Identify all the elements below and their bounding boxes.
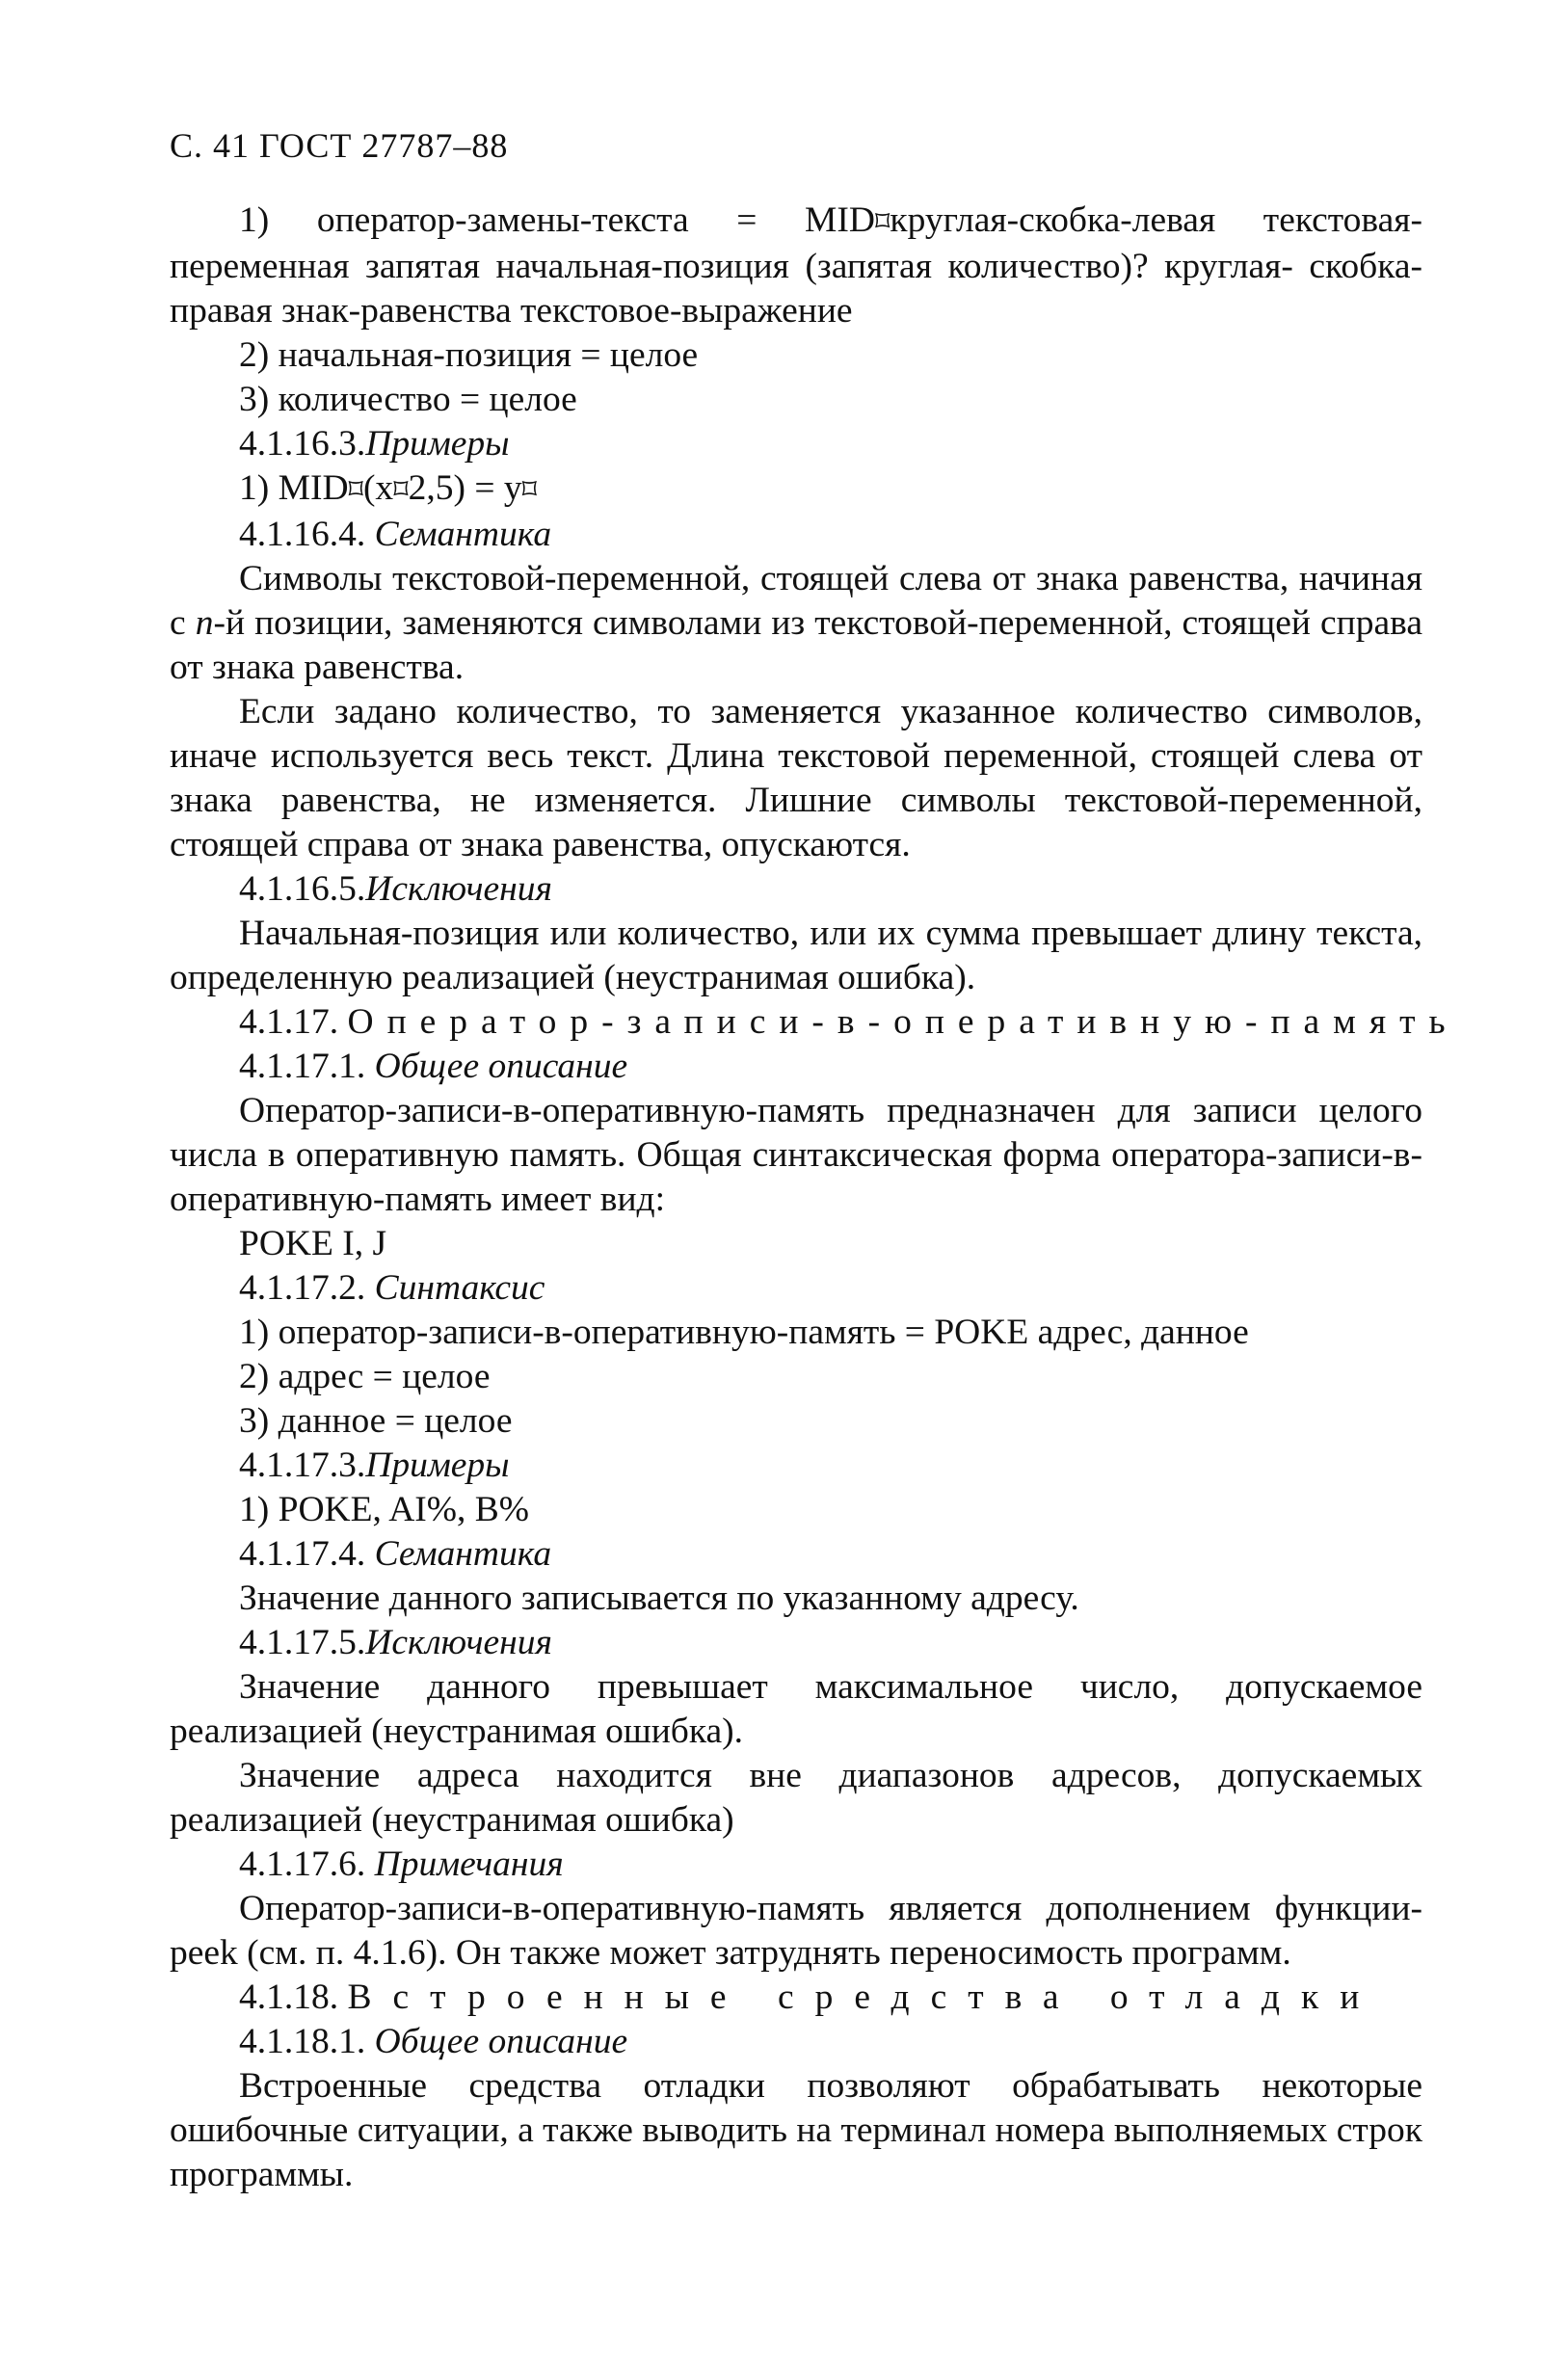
debug-general-heading	[170, 2020, 1422, 2064]
poke-semantics-title: Семантика	[374, 1534, 552, 1574]
poke-semantics-heading	[170, 1532, 1422, 1577]
mid-semantics-n: n	[195, 603, 214, 643]
poke-syntax-rule-1: 1) оператор-записи-в-оперативную-память = POKE адрес, данное	[239, 1313, 1249, 1352]
mid-examples-heading	[170, 422, 1422, 466]
mid-examples-title: Примеры	[365, 424, 510, 464]
page-header: С. 41 ГОСТ 27787–88	[170, 126, 509, 165]
poke-section-heading	[170, 1000, 1459, 1045]
mid-rule-1-part-b: круглая-скобка-левая текстовая-	[890, 200, 1422, 240]
mid-example-1-part-3: 2,5) = y	[408, 468, 522, 508]
debug-general-title: Общее описание	[374, 2022, 628, 2061]
mid-semantics-para-1	[170, 557, 1422, 690]
mid-semantics-para-2: Если задано количество, то заменяется указанное количество символов, иначе используется весь текст. Длина текстовой переменной, стоящей слева от знака равенства, не изменяется. Лишние символы текстовой-переменной, стоящей справа от знака равенства, опускаются.	[170, 692, 1422, 864]
poke-semantics-number: 4.1.17.4.	[239, 1534, 366, 1574]
poke-notes-title: Примечания	[374, 1844, 564, 1884]
debug-section-heading	[170, 1976, 1422, 2020]
poke-examples-heading	[170, 1444, 1422, 1488]
mid-rule-1-line-3: скобка-правая знак-равенства текстовое-выражение	[170, 247, 1422, 331]
debug-general-para: Встроенные средства отладки позволяют обрабатывать некоторые ошибочные ситуации, а также выводить на терминал номера выполняемых строк программы.	[170, 2066, 1422, 2194]
poke-exceptions-para-1: Значение данного превышает максимальное число, допускаемое реализацией (неустранимая ошибка).	[170, 1667, 1422, 1751]
mid-exceptions-title: Исключения	[365, 869, 552, 909]
debug-section-number: 4.1.18.	[239, 1977, 339, 2017]
debug-section-title: Встроенные средства отладки	[347, 1977, 1381, 2017]
poke-general-number: 4.1.17.1.	[239, 1047, 366, 1086]
poke-examples-number: 4.1.17.3.	[239, 1446, 366, 1485]
poke-general-title: Общее описание	[374, 1047, 628, 1086]
poke-general-heading	[170, 1045, 1422, 1089]
square-symbol-icon: ⌑	[348, 473, 363, 507]
mid-semantics-heading	[170, 513, 1422, 557]
debug-general-number: 4.1.18.1.	[239, 2022, 366, 2061]
mid-exceptions-para: Начальная-позиция или количество, или их сумма превышает длину текста, определенную реализацией (неустранимая ошибка).	[170, 914, 1422, 997]
poke-semantics-para: Значение данного записывается по указанному адресу.	[239, 1579, 1079, 1618]
poke-syntax-number: 4.1.17.2.	[239, 1268, 366, 1308]
mid-semantics-title: Семантика	[374, 515, 552, 554]
mid-example-1-part-1: 1) MID	[239, 468, 349, 508]
mid-example-1	[170, 466, 1422, 513]
poke-syntax-rule-2: 2) адрес = целое	[239, 1357, 491, 1396]
poke-syntax-rule-3: 3) данное = целое	[239, 1401, 513, 1441]
mid-example-1-part-2: (x	[362, 468, 394, 508]
mid-exceptions-heading	[170, 867, 1422, 912]
poke-exceptions-heading	[170, 1621, 1422, 1665]
mid-examples-number: 4.1.16.3.	[239, 424, 366, 464]
poke-section-title: Оператор-записи-в-оперативную-память	[347, 1002, 1459, 1042]
poke-notes-heading	[170, 1843, 1422, 1887]
mid-semantics-para-1-a: Символы текстовой-переменной, стоящей слева от знака равенства, начиная с	[170, 559, 1422, 643]
poke-exceptions-title: Исключения	[365, 1623, 552, 1662]
square-symbol-icon: ⌑	[393, 473, 409, 507]
poke-exceptions-para-2: Значение адреса находится вне диапазонов адресов, допускаемых реализацией (неустранимая ошибка)	[170, 1756, 1422, 1840]
mid-semantics-number: 4.1.16.4.	[239, 515, 366, 554]
poke-examples-title: Примеры	[365, 1446, 510, 1485]
poke-general-form: POKE I, J	[239, 1224, 387, 1263]
mid-syntax-rule-1	[170, 199, 1422, 333]
poke-notes-number: 4.1.17.6.	[239, 1844, 366, 1884]
document-body	[170, 199, 1459, 2197]
mid-semantics-para-1-b: -й позиции, заменяются символами из текстовой-переменной, стоящей справа от знака равенства.	[170, 603, 1422, 687]
poke-general-para: Оператор-записи-в-оперативную-память предназначен для записи целого числа в оперативную память. Общая синтаксическая форма оператора-записи-в-оперативную-память имеет вид:	[170, 1091, 1422, 1219]
mid-exceptions-number: 4.1.16.5.	[239, 869, 366, 909]
mid-rule-1-line-2: переменная запятая начальная-позиция (запятая количество)? круглая-	[170, 247, 1293, 286]
mid-syntax-rule-3: 3) количество = целое	[239, 380, 577, 419]
poke-syntax-heading	[170, 1266, 1422, 1311]
mid-rule-1-part-a: 1) оператор-замены-текста = MID	[239, 200, 875, 240]
poke-syntax-title: Синтаксис	[374, 1268, 545, 1308]
square-symbol-icon: ⌑	[521, 473, 538, 507]
poke-notes-para: Оператор-записи-в-оперативную-память является дополнением функции-peek (см. п. 4.1.6). Он также может затруднять переносимость программ.	[170, 1889, 1422, 1973]
mid-syntax-rule-2: 2) начальная-позиция = целое	[239, 335, 699, 375]
poke-example-1: 1) POKE, AI%, B%	[239, 1490, 530, 1529]
poke-section-number: 4.1.17.	[239, 1002, 339, 1042]
square-symbol-icon: ⌑	[874, 205, 890, 239]
poke-exceptions-number: 4.1.17.5.	[239, 1623, 366, 1662]
